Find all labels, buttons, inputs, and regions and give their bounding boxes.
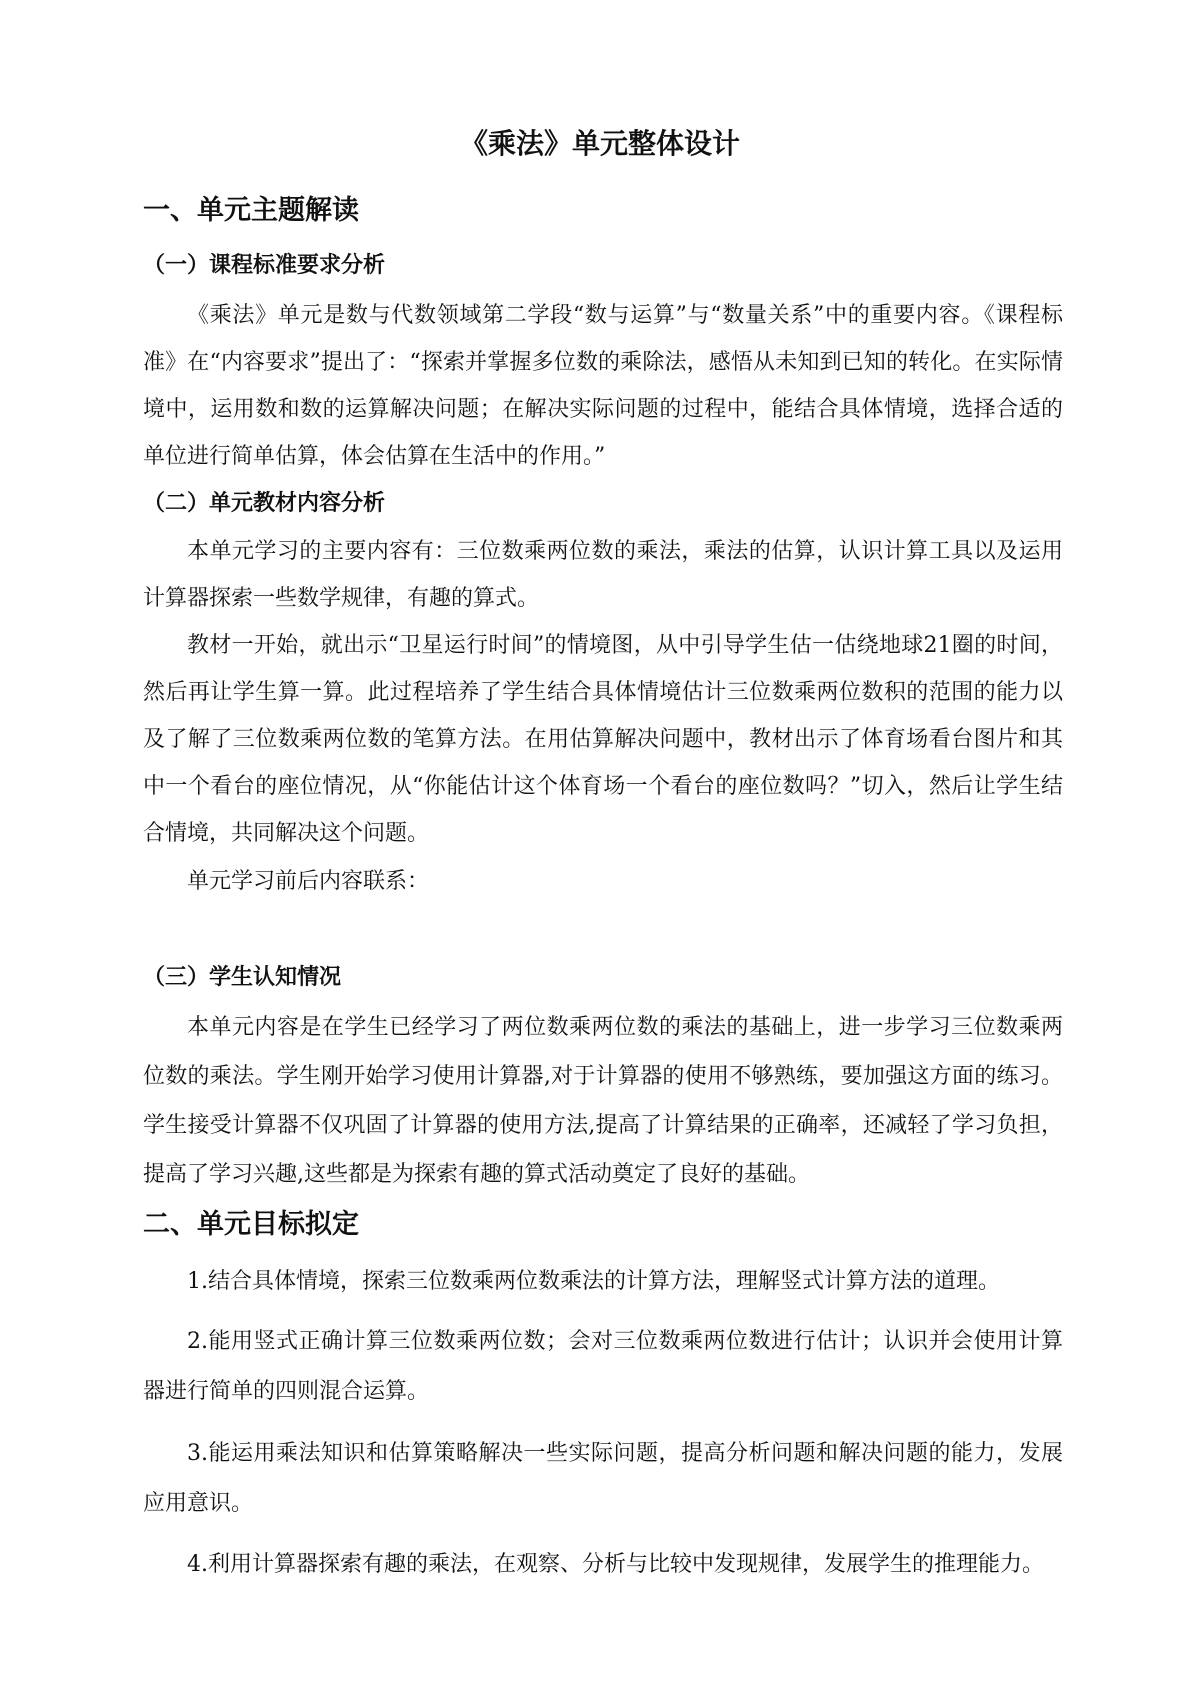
section-2-heading: 二、单元目标拟定 [143, 1209, 359, 1240]
goal-item-3: 3.能运用乘法知识和估算策略解决一些实际问题，提高分析问题和解决问题的能力，发展应用意识。 [143, 1441, 1063, 1516]
subsection-1-heading: （一）课程标准要求分析 [143, 253, 386, 278]
textbook-content-paragraph-1: 本单元学习的主要内容有：三位数乘两位数的乘法，乘法的估算，认识计算工具以及运用计算器探索一些数学规律，有趣的算式。 [143, 539, 1063, 611]
section-1-heading: 一、单元主题解读 [143, 195, 359, 226]
student-cognition-paragraph: 本单元内容是在学生已经学习了两位数乘两位数的乘法的基础上，进一步学习三位数乘两位数的乘法。学生刚开始学习使用计算器,对于计算器的使用不够熟练，要加强这方面的练习。学生接受计算器不仅巩固了计算器的使用方法,提高了计算结果的正确率，还减轻了学习负担，提高了学习兴趣,这些都是为探索有趣的算式活动奠定了良好的基础。 [143, 1015, 1063, 1187]
subsection-3-heading: （三）学生认知情况 [143, 965, 342, 990]
textbook-content-paragraph-3: 单元学习前后内容联系： [187, 869, 430, 894]
goal-item-4: 4.利用计算器探索有趣的乘法，在观察、分析与比较中发现规律，发展学生的推理能力。 [187, 1552, 1044, 1577]
document-title: 《乘法》单元整体设计 [459, 127, 740, 160]
curriculum-standard-paragraph: 《乘法》单元是数与代数领域第二学段“数与运算”与“数量关系”中的重要内容。《课程标准》在“内容要求”提出了：“探索并掌握多位数的乘除法，感悟从未知到已知的转化。在实际情境中，运用数和数的运算解决问题；在解决实际问题的过程中，能结合具体情境，选择合适的单位进行简单估算，体会估算在生活中的作用。” [143, 303, 1063, 469]
subsection-2-heading: （二）单元教材内容分析 [143, 491, 386, 516]
goal-item-2: 2.能用竖式正确计算三位数乘两位数；会对三位数乘两位数进行估计；认识并会使用计算器进行简单的四则混合运算。 [143, 1329, 1063, 1404]
textbook-content-paragraph-2: 教材一开始，就出示“卫星运行时间”的情境图，从中引导学生估一估绕地球21圈的时间，然后再让学生算一算。此过程培养了学生结合具体情境估计三位数乘两位数积的范围的能力以及了解了三位数乘两位数的笔算方法。在用估算解决问题中，教材出示了体育场看台图片和其中一个看台的座位情况，从“你能估计这个体育场一个看台的座位数吗？”切入，然后让学生结合情境，共同解决这个问题。 [143, 633, 1063, 846]
goal-item-1: 1.结合具体情境，探索三位数乘两位数乘法的计算方法，理解竖式计算方法的道理。 [187, 1269, 1000, 1294]
